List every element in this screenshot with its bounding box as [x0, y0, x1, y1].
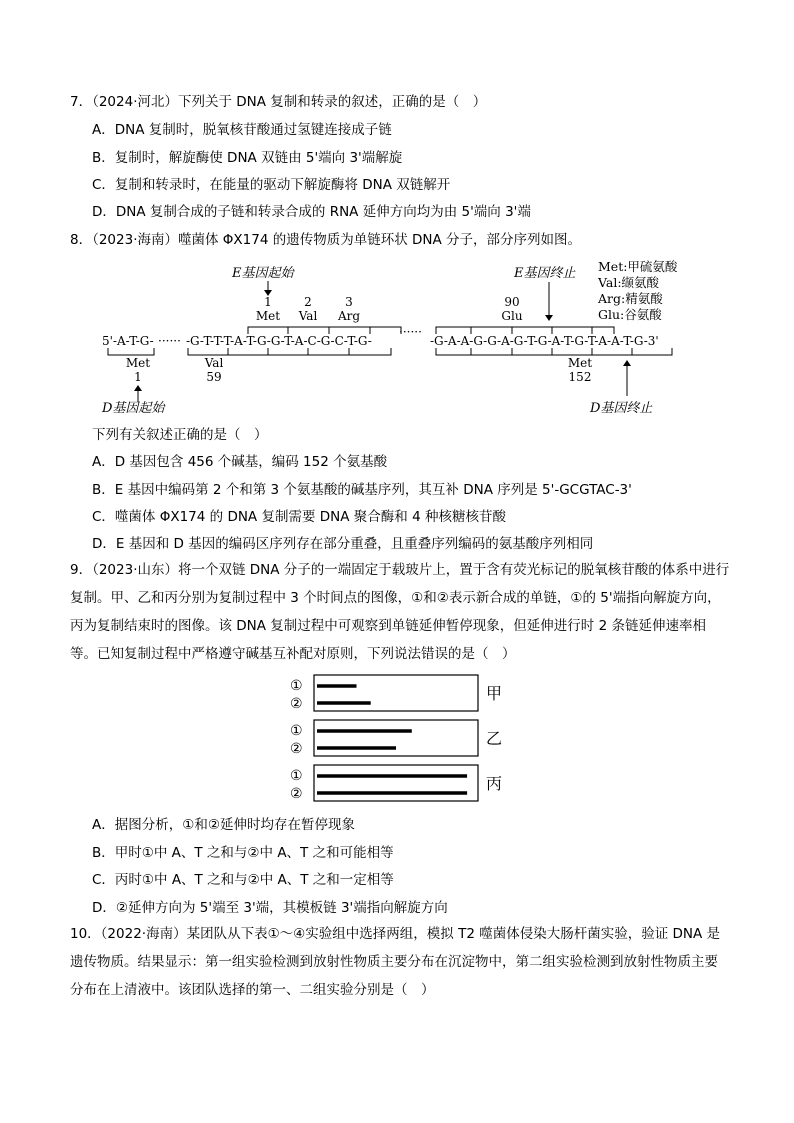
sequence-dots-2: ······ [399, 325, 422, 339]
q9-option-b: B．甲时①中 A、T 之和与②中 A、T 之和可能相等 [92, 845, 394, 861]
top-aa-met: Met [255, 309, 281, 323]
sequence-left: 5'-A-T-G- [102, 334, 154, 348]
strand-2-label: ② [290, 741, 303, 757]
d-gene-end-label: D基因终止 [590, 401, 653, 416]
d-gene-start-label: D基因起始 [102, 401, 165, 416]
strand-1-label: ① [290, 768, 303, 784]
bottom-aa-met-1: Met [125, 356, 151, 370]
q9-option-c: C．丙时①中 A、T 之和与②中 A、T 之和一定相等 [92, 872, 394, 888]
bottom-num-1: 1 [134, 370, 142, 384]
strand-1-label: ① [290, 678, 303, 694]
sequence-middle: -G-T-T-T-A-T-G-G-T-A-C-G-C-T-G- [186, 334, 372, 348]
bottom-num-59: 59 [206, 370, 222, 384]
e-gene-start-label: E基因起始 [232, 266, 294, 281]
q8-option-d: D．E 基因和 D 基因的编码区序列存在部分重叠，且重叠序列编码的氨基酸序列相同 [92, 536, 594, 552]
q8-sequence-figure [96, 254, 716, 420]
bottom-aa-met-152: Met [567, 356, 593, 370]
top-num-3: 3 [345, 295, 353, 309]
panel-box-2 [314, 720, 478, 756]
top-aa-glu: Glu [501, 309, 523, 323]
top-aa-val: Val [298, 309, 318, 323]
q8-option-b: B．E 基因中编码第 2 个和第 3 个氨基酸的碱基序列，其互补 DNA 序列是 5'-GCGTAC-3' [92, 482, 632, 498]
q7-option-c: C．复制和转录时，在能量的驱动下解旋酶将 DNA 双链解开 [92, 177, 451, 193]
q10-stem: 10．（2022·海南）某团队从下表①～④实验组中选择两组，模拟 T2 噬菌体侵染大肠杆菌实验，验证 DNA 是遗传物质。结果显示：第一组实验检测到放射性物质主要分布在沉淀物中，第二组实验检测到放射性物质主要分布在上清液中。该团队选择的第一、二组实验分别是（ ） [70, 926, 721, 998]
sequence-right: -G-A-A-G-G-A-G-T-G-A-T-G-T-A-A-T-G-3' [430, 334, 659, 348]
legend-arg: Arg:精氨酸 [598, 291, 663, 306]
q7-stem: 7．（2024·河北）下列关于 DNA 复制和转录的叙述，正确的是（ ） [70, 94, 487, 110]
strand-2-label: ② [290, 786, 303, 802]
bottom-num-152: 152 [568, 370, 592, 384]
d-codon-brackets [108, 348, 672, 355]
q8-stem: 8．（2023·海南）噬菌体 ΦX174 的遗传物质为单链环状 DNA 分子，部分序列如图。 [70, 232, 582, 248]
panel-label: 甲 [486, 684, 503, 703]
q9-option-d: D．②延伸方向为 5'端至 3'端，其模板链 3'端指向解旋方向 [92, 900, 448, 916]
q9-option-a: A．据图分析，①和②延伸时均存在暂停现象 [92, 817, 355, 833]
strand-1-label: ① [290, 723, 303, 739]
q7-option-b: B．复制时，解旋酶使 DNA 双链由 5'端向 3'端解旋 [92, 150, 403, 166]
legend-glu: Glu:谷氨酸 [598, 307, 662, 322]
strand-2-label: ② [290, 696, 303, 712]
legend-met: Met:甲硫氨酸 [598, 259, 678, 274]
q8-option-c: C．噬菌体 ΦX174 的 DNA 复制需要 DNA 聚合酶和 4 种核糖核苷酸 [92, 509, 506, 525]
top-num-90: 90 [504, 295, 520, 309]
q7-option-a: A．DNA 复制时，脱氧核苷酸通过氢键连接成子链 [92, 122, 392, 138]
bottom-aa-val: Val [204, 356, 224, 370]
e-codon-brackets [248, 327, 614, 334]
panel-box-1 [314, 675, 478, 711]
panel-label: 乙 [486, 729, 503, 748]
q7-option-d: D．DNA 复制合成的子链和转录合成的 RNA 延伸方向均为由 5'端向 3'端 [92, 204, 531, 220]
legend-val: Val:缬氨酸 [598, 275, 660, 290]
d-end-arrow-head [623, 360, 631, 366]
q8-question: 下列有关叙述正确的是（ ） [92, 427, 268, 443]
sequence-dots-1: ······ [158, 334, 181, 348]
e-end-arrow-head [545, 315, 553, 321]
e-gene-end-label: E基因终止 [514, 266, 576, 281]
top-num-2: 2 [304, 295, 312, 309]
d-start-arrow-head [134, 385, 142, 391]
q9-stem: 9．（2023·山东）将一个双链 DNA 分子的一端固定于载玻片上，置于含有荧光标记的脱氧核苷酸的体系中进行复制。甲、乙和丙分别为复制过程中 3 个时间点的图像，①和②表示新合成的单链，①的 5'端指向解旋方向，丙为复制结束时的图像。该 DNA 复制过程中可观察到单链延伸暂停现象，但延伸进行时 2 条链延伸速率相等。已知复制过程中严格遵守碱基互补配对原则，下列说法错误的是（ ） [70, 562, 730, 662]
panel-label: 丙 [486, 774, 503, 793]
top-num-1: 1 [264, 295, 272, 309]
q9-replication-figure [286, 674, 526, 806]
top-aa-arg: Arg [337, 309, 361, 323]
panel-box-3 [314, 765, 478, 801]
q8-option-a: A．D 基因包含 456 个碱基，编码 152 个氨基酸 [92, 454, 388, 470]
